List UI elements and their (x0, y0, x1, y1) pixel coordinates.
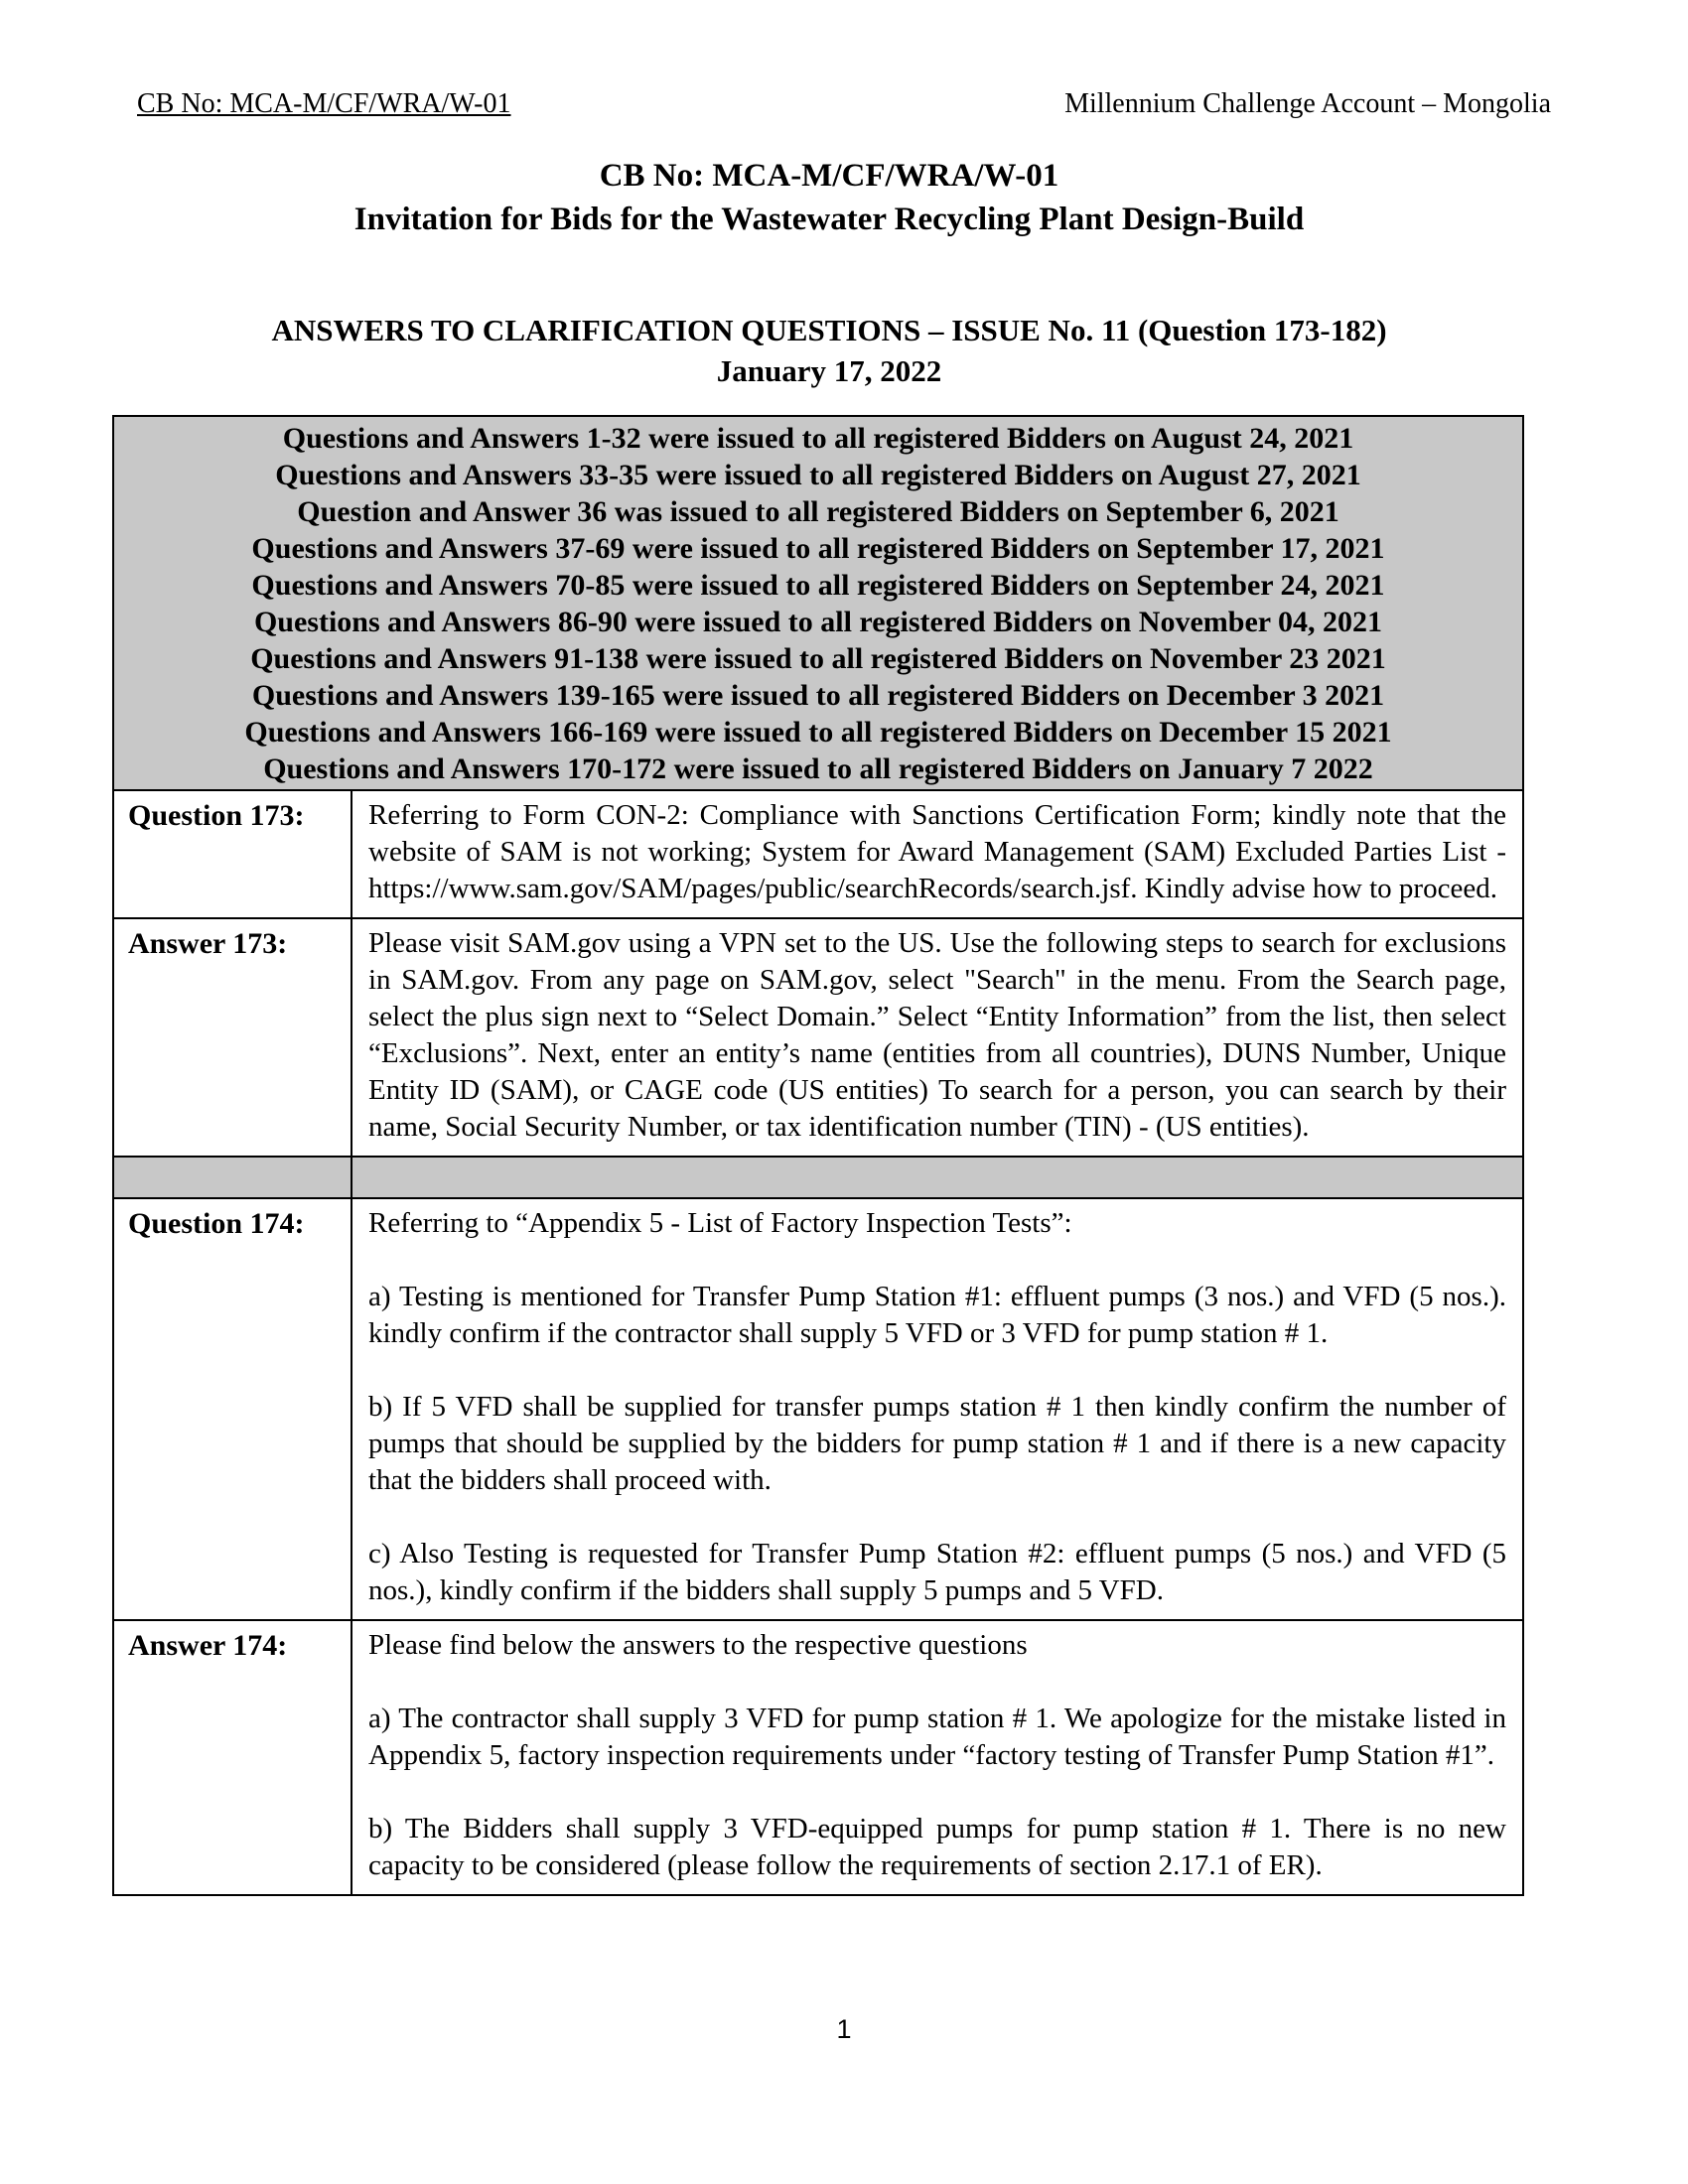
qa-label-cell: Question 173: (114, 791, 352, 917)
notice-line: Question and Answer 36 was issued to all registered Bidders on September 6, 2021 (297, 495, 1339, 528)
notice-line: Questions and Answers 33-35 were issued to all registered Bidders on August 27, 2021 (275, 459, 1361, 491)
qa-paragraph: c) Also Testing is requested for Transfer Pump Station #2: effluent pumps (5 nos.) and VFD (5 nos.), kindly confirm if the bidders shall supply 5 pumps and 5 VFD. (368, 1538, 1506, 1606)
qa-label-cell: Question 174: (114, 1199, 352, 1619)
qa-paragraph: Please find below the answers to the respective questions (368, 1629, 1028, 1661)
qa-paragraph: Please visit SAM.gov using a VPN set to the US. Use the following steps to search for exclusions in SAM.gov. From any page on SAM.gov, select "Search" in the menu. From the Search page, select the plus sign next to “Select Domain.” Select “Entity Information” from the list, then select “Exclusions”. Next, enter an entity’s name (entities from all countries), DUNS Number, Unique Entity ID (SAM), or CAGE code (US entities) To search for a person, you can search by their name, Social Security Number, or tax identification number (TIN) - (US entities). (368, 927, 1506, 1143)
qa-text-cell (352, 1158, 1522, 1197)
qa-text-cell (352, 1199, 1522, 1619)
doc-title-cb-number: CB No: MCA-M/CF/WRA/W-01 (599, 158, 1059, 194)
qa-row-answer-173 (114, 919, 1522, 1158)
qa-paragraph: b) If 5 VFD shall be supplied for transfer pumps station # 1 then kindly confirm the number of pumps that should be supplied by the bidders for pump station # 1 and if there is a new capacity that the bidders shall proceed with. (368, 1391, 1506, 1496)
qa-label-cell: Answer 173: (114, 919, 352, 1156)
notice-line: Questions and Answers 166-169 were issued to all registered Bidders on December 15 2021 (244, 716, 1392, 749)
page-number: 1 (836, 2014, 852, 2044)
qa-row-question-174 (114, 1199, 1522, 1621)
qa-text-cell (352, 791, 1522, 917)
title-block (114, 154, 1544, 241)
doc-subtitle-date: January 17, 2022 (716, 353, 942, 388)
notice-line: Questions and Answers 1-32 were issued to all registered Bidders on August 24, 2021 (282, 422, 1354, 455)
qa-text-cell (352, 919, 1522, 1156)
qa-paragraph: Referring to “Appendix 5 - List of Factory Inspection Tests”: (368, 1207, 1072, 1239)
header-doc-number: CB No: MCA-M/CF/WRA/W-01 (137, 88, 511, 119)
qa-text-cell (352, 1621, 1522, 1894)
notice-line: Questions and Answers 70-85 were issued to all registered Bidders on September 24, 2021 (251, 569, 1385, 602)
doc-title-invitation: Invitation for Bids for the Wastewater Recycling Plant Design-Build (353, 202, 1305, 237)
qa-paragraph: Referring to Form CON-2: Compliance with Sanctions Certification Form; kindly note that the website of SAM is not working; System for Award Management (SAM) Excluded Parties List -https://www.sam.gov/SAM/pages/public/searchRecords/search.jsf. Kindly advise how to proceed. (368, 799, 1506, 904)
qa-paragraph: a) Testing is mentioned for Transfer Pump Station #1: effluent pumps (3 nos.) and VFD (5 nos.). kindly confirm if the contractor shall supply 5 VFD or 3 VFD for pump station # 1. (368, 1281, 1506, 1349)
notice-line: Questions and Answers 91-138 were issued to all registered Bidders on November 23 2021 (250, 642, 1386, 675)
notice-line: Questions and Answers 86-90 were issued to all registered Bidders on November 04, 2021 (253, 606, 1383, 638)
qa-label-cell: Answer 174: (114, 1621, 352, 1894)
qa-paragraph: b) The Bidders shall supply 3 VFD-equipped pumps for pump station # 1. There is no new capacity to be considered (please follow the requirements of section 2.17.1 of ER). (368, 1813, 1506, 1881)
qa-row-question-173 (114, 791, 1522, 919)
notice-box (114, 417, 1522, 791)
qa-table (112, 415, 1524, 1896)
notice-line: Questions and Answers 37-69 were issued to all registered Bidders on September 17, 2021 (251, 532, 1385, 565)
running-header (137, 87, 1551, 121)
qa-paragraph: a) The contractor shall supply 3 VFD for pump station # 1. We apologize for the mistake listed in Appendix 5, factory inspection requirements under “factory testing of Transfer Pump Station #1”. (368, 1703, 1506, 1771)
doc-subtitle-issue: ANSWERS TO CLARIFICATION QUESTIONS – ISSUE No. 11 (Question 173-182) (271, 313, 1387, 347)
header-org-name: Millennium Challenge Account – Mongolia (1064, 88, 1551, 119)
qa-spacer-row (114, 1158, 1522, 1199)
qa-row-answer-174 (114, 1621, 1522, 1894)
subtitle-block (114, 310, 1544, 391)
qa-label-cell (114, 1158, 352, 1197)
notice-line: Questions and Answers 170-172 were issued to all registered Bidders on January 7 2022 (263, 752, 1373, 785)
notice-line: Questions and Answers 139-165 were issued to all registered Bidders on December 3 2021 (251, 679, 1385, 712)
